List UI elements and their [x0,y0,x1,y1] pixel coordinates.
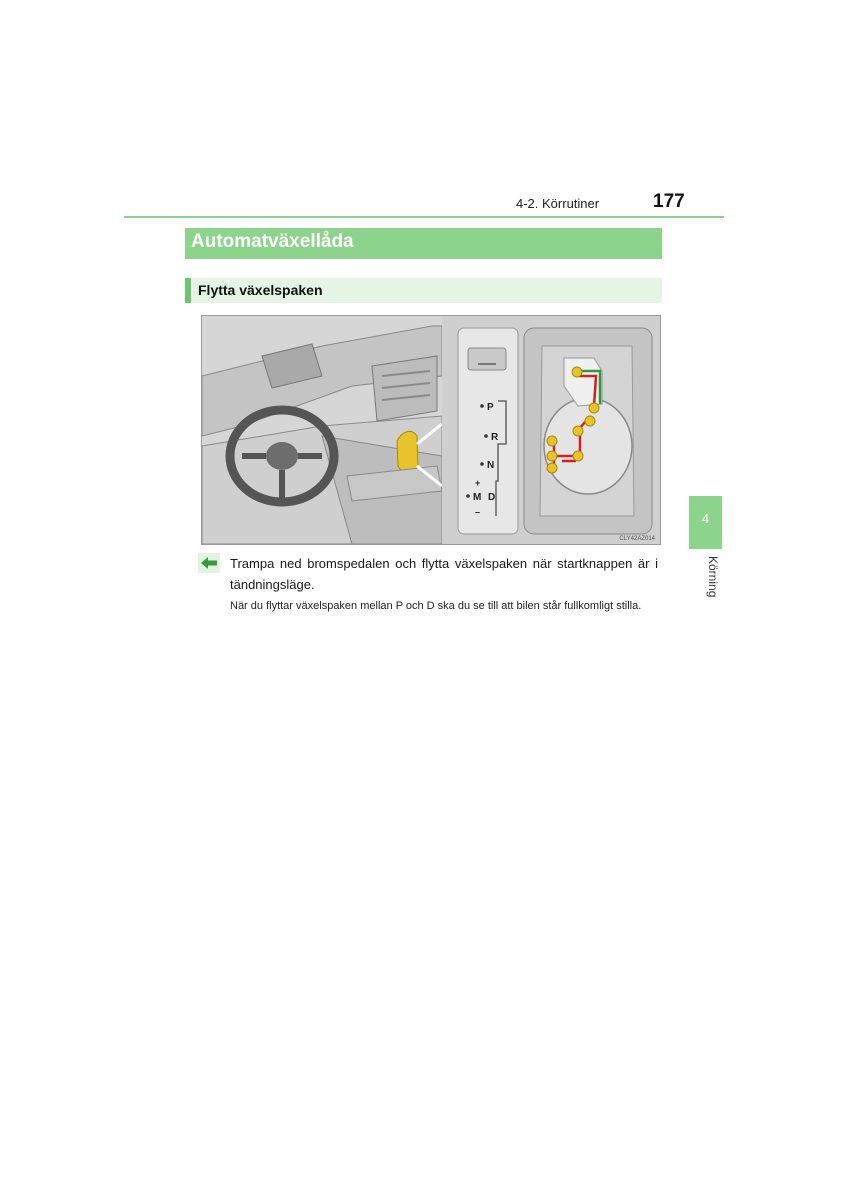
header-rule [124,216,724,218]
step-icon-box [198,553,220,573]
chapter-label: Körning [706,556,720,598]
arrow-left-icon [198,553,220,573]
gate-label-minus: – [475,507,481,517]
page-title: Automatväxellåda [191,231,354,252]
illustration-svg [202,316,660,544]
title-bar [185,228,662,259]
step-text: Trampa ned bromspedalen och flytta växelspaken när startknappen är i tändningsläge. [230,556,658,592]
gate-label-m: M [473,492,482,503]
figure-code: CLY42AZ014 [619,536,655,542]
gate-label-plus: + [475,478,481,488]
header-section: 4-2. Körrutiner [516,196,600,211]
shifter-illustration [201,315,661,545]
subtitle: Flytta växelspaken [198,282,323,298]
chapter-tab[interactable] [689,496,722,549]
chapter-number: 4 [701,511,710,526]
gate-panel [442,316,660,544]
shift-knob [544,398,632,494]
gate-label-n: N [487,460,495,471]
page-number: 177 [653,191,685,212]
gate-label-d: D [488,492,496,503]
subtitle-bar [185,278,662,303]
car-interior-drawing [202,316,442,544]
gate-label-p: P [487,402,494,413]
note-text: När du flyttar växelspaken mellan P och D ska du se till att bilen står fullkomligt stilla. [230,600,642,612]
gate-label-r: R [491,432,499,443]
